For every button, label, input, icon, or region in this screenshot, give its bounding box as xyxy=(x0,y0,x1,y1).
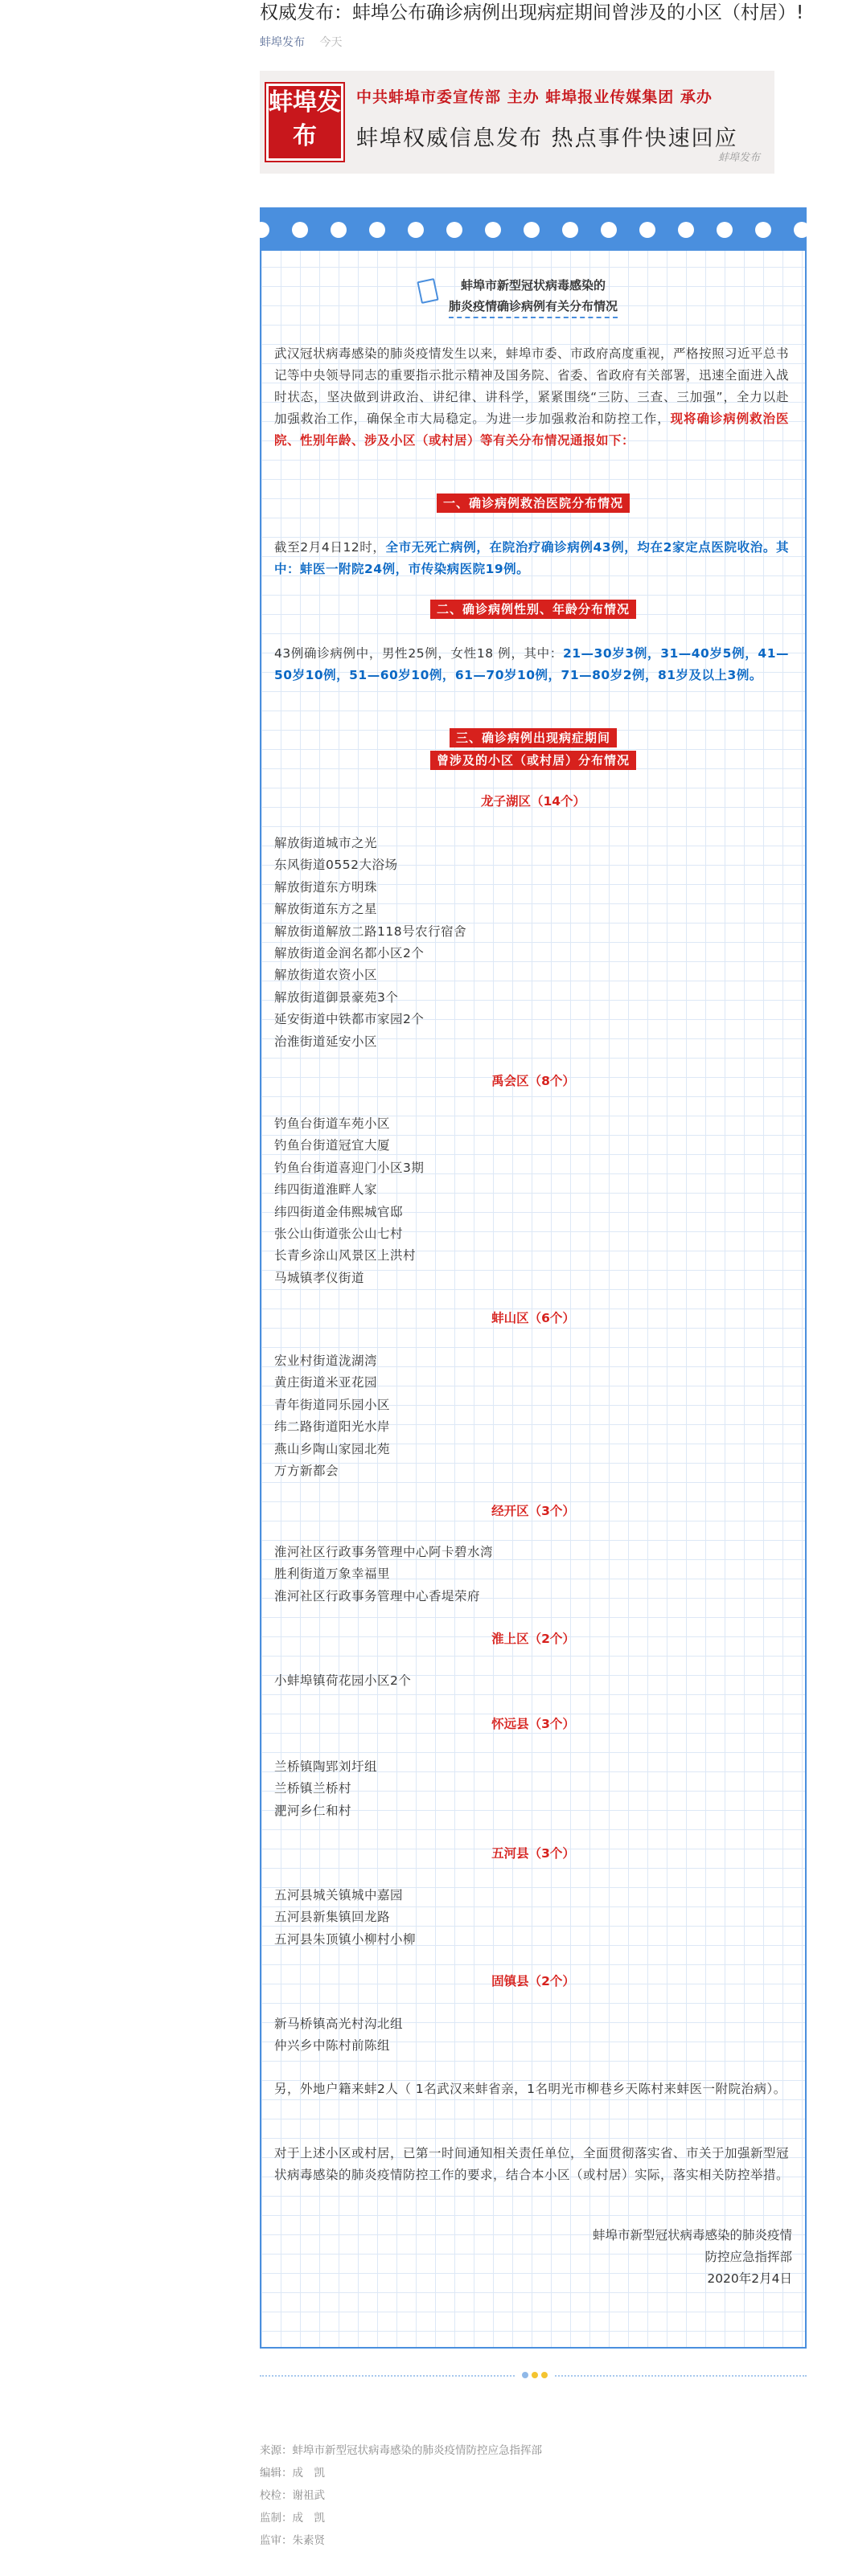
list-item: 张公山街道张公山七村 xyxy=(274,1227,404,1242)
list-item: 宏业村街道泷湖湾 xyxy=(274,1354,378,1368)
district-list xyxy=(274,2013,789,2058)
list-item: 钓鱼台街道喜迎门小区3期 xyxy=(274,1160,425,1175)
binder-dot xyxy=(794,222,810,238)
list-item: 燕山乡陶山家园北苑 xyxy=(274,1441,391,1456)
district-list xyxy=(274,833,789,1053)
publish-date: 今天 xyxy=(319,36,343,49)
end-divider-ornament xyxy=(516,2369,553,2381)
section-1-highlight: 全市无死亡病例，在院治疗确诊病例43例，均在2家定点医院收治。其中：蚌医一附院24例，市传染病医院19例。 xyxy=(274,540,789,576)
credit-editor: 编辑：成 凯 xyxy=(260,2467,325,2480)
signature-line1: 蚌埠市新型冠状病毒感染的肺炎疫情 xyxy=(592,2228,792,2242)
ornament-dot xyxy=(532,2372,538,2378)
list-item: 兰桥镇兰桥村 xyxy=(274,1781,352,1796)
district-heading: 龙子湖区（14个） xyxy=(480,794,586,809)
list-item: 长青乡涂山风景区上洪村 xyxy=(274,1248,417,1263)
ornament-dot xyxy=(541,2372,548,2378)
list-item: 仲兴乡中陈村前陈组 xyxy=(274,2038,391,2054)
section-2-title: 二、确诊病例性别、年龄分布情况 xyxy=(430,600,636,619)
binder-dots-bar xyxy=(261,209,805,251)
district-heading: 经开区（3个） xyxy=(491,1504,575,1518)
binder-dot xyxy=(292,222,308,238)
section-1-title: 一、确诊病例救治医院分布情况 xyxy=(437,493,630,513)
signature-date: 2020年2月4日 xyxy=(707,2271,792,2286)
signature-line2: 防控应急指挥部 xyxy=(704,2250,792,2264)
notice-document xyxy=(260,207,807,2349)
credit-source: 来源：蚌埠市新型冠状病毒感染的肺炎疫情防控应急指挥部 xyxy=(260,2444,542,2457)
document-title xyxy=(261,275,805,318)
list-item: 解放街道城市之光 xyxy=(274,836,378,850)
section-2-text: 43例确诊病例中，男性25例，女性18 例，其中： xyxy=(274,646,563,661)
account-name-link[interactable]: 蚌埠发布 xyxy=(260,36,305,49)
credit-producer: 监制：成 凯 xyxy=(260,2512,325,2525)
article-title: 权威发布：蚌埠公布确诊病例出现病症期间曾涉及的小区（村居）! xyxy=(260,2,804,23)
binder-dot xyxy=(755,222,771,238)
district-list xyxy=(274,1113,789,1289)
list-item: 五河县朱顶镇小柳村小柳 xyxy=(274,1931,417,1947)
district-heading: 蚌山区（6个） xyxy=(491,1311,575,1325)
district-heading: 固镇县（2个） xyxy=(491,1974,575,1988)
list-item: 解放街道金润名都小区2个 xyxy=(274,946,425,961)
list-item: 纬四街道淮畔人家 xyxy=(274,1182,378,1198)
section-2-paragraph xyxy=(274,643,789,686)
other-cases-note: 另，外地户籍来蚌2人（ 1名武汉来蚌省亲，1名明光市柳巷乡天陈村来蚌医一附院治病）。 xyxy=(274,2082,787,2096)
binder-dot xyxy=(678,222,694,238)
section-3-title-line1: 三、确诊病例出现病症期间 xyxy=(450,728,617,747)
list-item: 胜利街道万象幸福里 xyxy=(274,1566,391,1582)
binder-dot xyxy=(639,222,655,238)
intro-highlight: 现将确诊病例救治医院、性别年龄、涉及小区（或村居）等有关分布情况通报如下： xyxy=(274,412,789,448)
section-1-text: 截至2月4日12时， xyxy=(274,540,386,555)
credit-reviewer: 监审：朱素贤 xyxy=(260,2534,325,2547)
list-item: 东风街道0552大浴场 xyxy=(274,858,398,873)
binder-dot xyxy=(331,222,347,238)
header-banner xyxy=(260,71,774,174)
credit-proofreader: 校检：谢祖武 xyxy=(260,2489,325,2502)
list-item: 万方新都会 xyxy=(274,1464,339,1479)
district-heading: 怀远县（3个） xyxy=(491,1717,575,1731)
document-title-line2: 肺炎疫情确诊病例有关分布情况 xyxy=(449,296,618,318)
binder-dot xyxy=(485,222,501,238)
binder-dot xyxy=(408,222,424,238)
article-meta xyxy=(260,34,342,50)
district-list xyxy=(274,1756,789,1822)
brand-logo: 蚌埠发布 xyxy=(266,84,343,161)
banner-sponsor-line: 中共蚌埠市委宣传部 主办 蚌埠报业传媒集团 承办 xyxy=(356,88,713,106)
list-item: 五河县新集镇回龙路 xyxy=(274,1910,391,1925)
binder-dot xyxy=(717,222,733,238)
intro-text: 武汉冠状病毒感染的肺炎疫情发生以来，蚌埠市委、市政府高度重视，严格按照习近平总书记等中央领导同志的重要指示批示精神及国务院、省委、省政府有关部署，迅速全面进入战时状态，坚决做到讲政治、讲纪律、讲科学，紧紧围绕“三防、三查、三加强”，全力以赴加强救治工作，确保全市大局稳定。为进一步加强救治和防控工作， xyxy=(274,346,790,426)
signature-block xyxy=(390,2225,792,2290)
binder-dot xyxy=(446,222,462,238)
district-list xyxy=(274,1542,789,1607)
list-item: 淝河乡仁和村 xyxy=(274,1803,352,1818)
list-item: 解放街道东方明珠 xyxy=(274,879,378,895)
list-item: 解放街道御景豪苑3个 xyxy=(274,989,399,1005)
list-item: 纬二路街道阳光水岸 xyxy=(274,1419,391,1435)
binder-dot xyxy=(562,222,578,238)
list-item: 黄庄街道米亚花园 xyxy=(274,1375,378,1390)
list-item: 解放街道解放二路118号农行宿舍 xyxy=(274,924,467,939)
list-item: 治淮街道延安小区 xyxy=(274,1034,378,1049)
list-item: 纬四街道金伟熙城官邸 xyxy=(274,1204,404,1219)
district-list xyxy=(274,1670,789,1692)
article-credits xyxy=(260,2439,807,2552)
list-item: 钓鱼台街道冠宜大厦 xyxy=(274,1138,391,1153)
district-heading: 淮上区（2个） xyxy=(491,1632,575,1646)
list-item: 新马桥镇高光村沟北组 xyxy=(274,2017,404,2031)
section-2-heading xyxy=(261,600,805,619)
list-item: 钓鱼台街道车苑小区 xyxy=(274,1116,391,1131)
banner-watermark: 蚌埠发布 xyxy=(717,152,760,164)
intro-paragraph xyxy=(274,343,789,452)
section-3-title-line2: 曾涉及的小区（或村居）分布情况 xyxy=(430,751,636,770)
district-list xyxy=(274,1885,789,1951)
section-3-heading xyxy=(261,728,805,773)
list-item: 淮河社区行政事务管理中心阿卡碧水湾 xyxy=(274,1545,494,1559)
list-item: 五河县城关镇城中嘉园 xyxy=(274,1888,404,1902)
list-item: 解放街道农资小区 xyxy=(274,968,378,983)
district-heading: 五河县（3个） xyxy=(491,1846,575,1861)
binder-dot xyxy=(369,222,385,238)
binder-dot xyxy=(524,222,540,238)
list-item: 解放街道东方之星 xyxy=(274,902,378,917)
district-list xyxy=(274,1350,789,1482)
document-title-line1: 蚌埠市新型冠状病毒感染的 xyxy=(460,278,606,293)
list-item: 小蚌埠镇荷花园小区2个 xyxy=(274,1673,412,1688)
binder-dot xyxy=(601,222,617,238)
section-2-highlight: 21—30岁3例，31—40岁5例，41—50岁10例，51—60岁10例，61—70岁10例，71—80岁2例，81岁及以上3例。 xyxy=(274,646,789,682)
list-item: 延安街道中铁都市家园2个 xyxy=(274,1012,425,1027)
section-1-paragraph xyxy=(274,537,789,580)
list-item: 淮河社区行政事务管理中心香堤荣府 xyxy=(274,1588,481,1603)
list-item: 兰桥镇陶郢刘圩组 xyxy=(274,1759,378,1774)
section-1-heading xyxy=(261,493,805,513)
ornament-dot xyxy=(522,2372,528,2378)
district-heading: 禹会区（8个） xyxy=(491,1074,575,1088)
binder-dot xyxy=(253,222,269,238)
list-item: 马城镇孝仪街道 xyxy=(274,1270,365,1285)
list-item: 青年街道同乐园小区 xyxy=(274,1397,391,1412)
closing-paragraph: 对于上述小区或村居，已第一时间通知相关责任单位，全面贯彻落实省、市关于加强新型冠状病毒感染的肺炎疫情防控工作的要求，结合本小区（或村居）实际，落实相关防控举措。 xyxy=(274,2146,790,2182)
banner-slogan: 蚌埠权威信息发布 热点事件快速回应 xyxy=(356,126,738,151)
